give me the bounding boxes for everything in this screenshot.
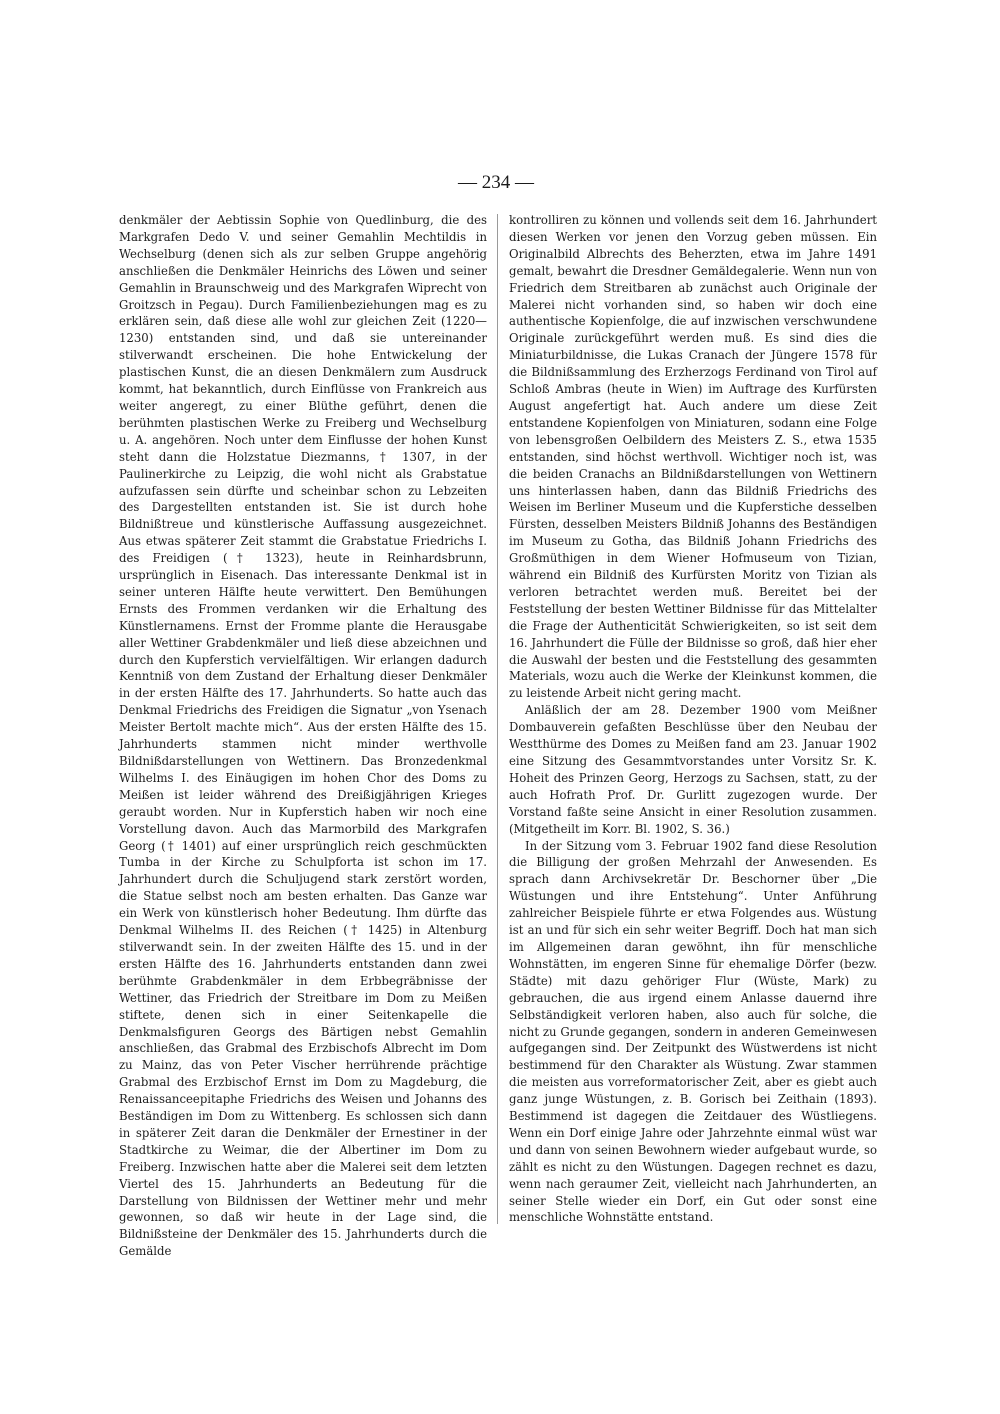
column-divider [497,214,498,1224]
right-paragraph-3: In der Sitzung vom 3. Februar 1902 fand diese Resolution die Billigung der großen Mehrzahl der Anwesenden. Es sprach dann Archivsekretär Dr. Beschorner über „Die Wüstungen und ihre Entstehung“. Unter Anführung zahlreicher Beispiele führte er etwa Folgendes aus. Wüstung ist an und für sich ein sehr weiter Begriff. Doch hat man sich im Allgemeinen daran gewöhnt, ihn für menschliche Wohnstätten, im engeren Sinne für ehemalige Dörfer (bezw. Städte) mit dazu gehöriger Flur (Wüste, Mark) zu gebrauchen, die aus irgend einem Anlasse dauernd ihre Selbständigkeit verloren haben, also auch für solche, die nicht zu Grunde gegangen, sondern in anderen Gemeinwesen aufgegangen sind. Der Zeitpunkt des Wüstwerdens ist nicht bestimmend für den Charakter als Wüstung. Zwar stammen die meisten aus vorreformatorischer Zeit, aber es giebt auch ganz junge Wüstungen, z. B. Gorisch bei Zeithain (1893). Bestimmend ist dagegen die Zeitdauer des Wüstliegens. Wenn ein Dorf einige Jahre oder Jahrzehnte einmal wüst war und dann von seinen Bewohnern wieder aufgebaut wurde, so zählt es nicht zu den Wüstungen. Dagegen rechnet es dazu, wenn nach geraumer Zeit, vielleicht nach Jahrhunderten, an seiner Stelle wieder ein Dorf, ein Gut oder sonst eine menschliche Wohnstätte entstand. [509,838,877,1225]
page-number: — 234 — [458,172,534,193]
right-paragraph-2: Anläßlich der am 28. Dezember 1900 vom Meißner Dombauverein gefaßten Beschlüsse über den Neubau der Westthürme des Domes zu Meißen fand am 23. Januar 1902 eine Sitzung des Gesammtvorstandes unter Vorsitz Sr. K. Hoheit des Prinzen Georg, Herzogs zu Sachsen, statt, zu der auch Hofrath Prof. Dr. Gurlitt zugezogen wurde. Der Vorstand faßte seine Ansicht in einer Resolution zusammen. (Mitgetheilt im Korr. Bl. 1902, S. 36.) [509,703,877,836]
right-column [509,212,877,1226]
right-paragraph-1: kontrolliren zu können und vollends seit dem 16. Jahrhundert diesen Werken vor jenen den Vorzug geben müssen. Ein Originalbild Albrechts des Beherzten, etwa im Jahre 1491 gemalt, bewahrt die Dresdner Gemäldegalerie. Wenn nun von Friedrich dem Streitbaren ab zunächst auch Originale der Malerei nicht vorhanden sind, so haben wir doch eine authentische Kopienfolge, die auf inzwischen verschwundene Originale zurückgeführt werden muß. Es sind dies die Miniaturbildnisse, die Lukas Cranach der Jüngere 1578 für die Bildnißsammlung des Erzherzogs Ferdinand von Tirol auf Schloß Ambras (heute in Wien) im Auftrage des Kurfürsten August angefertigt hat. Auch andere um diese Zeit entstandene Kopienfolgen von Miniaturen, sodann eine Folge von lebensgroßen Oelbildern des Meisters Z. S., etwa 1535 entstanden, sind höchst werthvoll. Wichtiger noch ist, was die beiden Cranachs an Bildnißdarstellungen von Wettinern uns hinterlassen haben, dann das Bildniß Friedrichs des Weisen im Berliner Museum und die Kupferstiche desselben Fürsten, desselben Meisters Bildniß Johanns des Beständigen im Museum zu Gotha, das Bildniß Johann Friedrichs des Großmüthigen in dem Wiener Hofmuseum von Tizian, während ein Bildniß des Kurfürsten Moritz von Tizian als verloren betrachtet werden muß. Bereitet bei der Feststellung der besten Wettiner Bildnisse für das Mittelalter die Frage der Authenticität Schwierigkeiten, so ist seit dem 16. Jahrhundert die Fülle der Bildnisse so groß, daß hier eher die Auswahl der besten und die Feststellung des gesammten Materials, wozu auch die Werke der Kleinkunst kommen, die zu leistende Arbeit nicht gering macht. [509,213,877,701]
left-paragraph-1: denkmäler der Aebtissin Sophie von Quedlinburg, die des Markgrafen Dedo V. und seiner Gemahlin Mechtildis in Wechselburg (denen sich als zur selben Gruppe angehörig anschließen die Denkmäler Heinrichs des Löwen und seiner Gemahlin in Braunschweig und des Markgrafen Wiprecht von Groitzsch in Pegau). Durch Familienbeziehungen mag es zu erklären sein, daß diese alle wohl zur gleichen Zeit (1220—1230) entstanden sind, und daß sie untereinander stilverwandt erscheinen. Die hohe Entwickelung der plastischen Kunst, die an diesen Denkmälern zum Ausdruck kommt, hat bekanntlich, durch Einflüsse von Frankreich aus weiter angeregt, zu einer Blüthe geführt, denen die berühmten plastischen Werke zu Freiberg und Wechselburg u. A. angehören. Noch unter dem Einflusse der hohen Kunst steht dann die Holzstatue Diezmanns, † 1307, in der Paulinerkirche zu Leipzig, die wohl nicht als Grabstatue aufzufassen sein dürfte und scheinbar schon zu Lebzeiten des Dargestellten entstanden ist. Sie ist durch hohe Bildnißtreue und künstlerische Auffassung ausgezeichnet. Aus etwas späterer Zeit stammt die Grabstatue Friedrichs I. des Freidigen († 1323), heute in Reinhardsbrunn, ursprünglich in Eisenach. Das interessante Denkmal ist in seiner unteren Hälfte heute verwittert. Den Bemühungen Ernsts des Frommen verdanken wir die Erhaltung des Künstlernamens. Ernst der Fromme plante die Herausgabe aller Wettiner Grabdenkmäler und ließ diese abzeichnen und durch den Kupferstich vervielfältigen. Wir erlangen dadurch Kenntniß von dem Zustand der Erhaltung dieser Denkmäler in der ersten Hälfte des 17. Jahrhunderts. So hatte auch das Denkmal Friedrichs des Freidigen die Signatur „von Ysenach Meister Bertolt machte mich“. Aus der ersten Hälfte des 15. Jahrhunderts stammen nicht minder werthvolle Bildnißdarstellungen von Wettinern. Das Bronzedenkmal Wilhelms I. des Einäugigen im hohen Chor des Doms zu Meißen ist leider während des Dreißigjährigen Krieges geraubt worden. Nur in Kupferstich haben wir noch eine Vorstellung davon. Auch das Marmorbild des Markgrafen Georg († 1401) auf einer ursprünglich reich geschmückten Tumba in der Kirche zu Schulpforta ist schon im 17. Jahrhundert durch die Schuljugend stark zerstört worden, die Statue selbst noch am besten erhalten. Das Ganze war ein Werk von künstlerisch hoher Bedeutung. Ihm dürfte das Denkmal Wilhelms II. des Reichen († 1425) in Altenburg stilverwandt sein. In der zweiten Hälfte des 15. und in der ersten Hälfte des 16. Jahrhunderts entstanden dann zwei berühmte Grabdenkmäler in dem Erbbegräbnisse der Wettiner, das Friedrich der Streitbare im Dom zu Meißen stiftete, denen sich in einer Seitenkapelle die Denkmalsfiguren Georgs des Bärtigen nebst Gemahlin anschließen, das Grabmal des Erzbischofs Albrecht im Dom zu Mainz, das von Peter Vischer herrührende prächtige Grabmal des Erzbischof Ernst im Dom zu Magdeburg, die Renaissanceepitaphe Friedrichs des Weisen und Johanns des Beständigen im Dom zu Wittenberg. Es schlossen sich dann in späterer Zeit daran die Denkmäler der Ernestiner in der Stadtkirche zu Weimar, die der Albertiner im Dom zu Freiberg. Inzwischen hatte aber die Malerei seit dem letzten Viertel des 15. Jahrhunderts an Bedeutung für die Darstellung von Bildnissen der Wettiner mehr und mehr gewonnen, so daß wir heute in der Lage sind, die Bildnißsteine der Denkmäler des 15. Jahrhunderts durch die Gemälde [119,213,487,1259]
left-column [119,212,487,1260]
